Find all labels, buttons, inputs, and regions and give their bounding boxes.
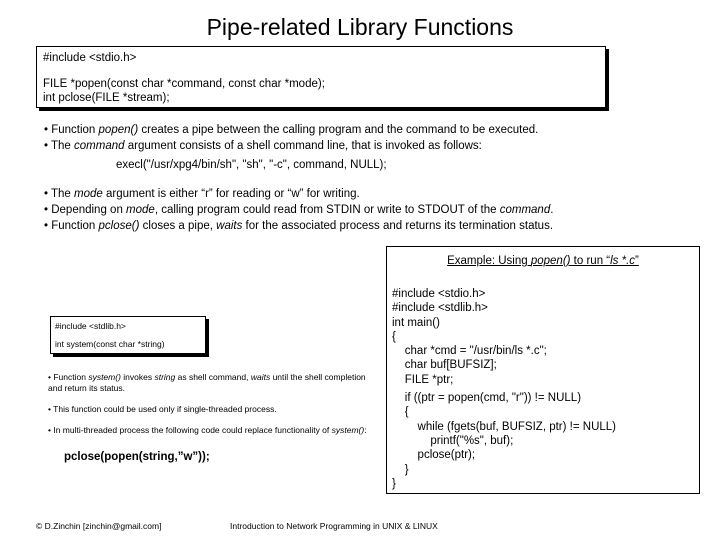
prototype-include: #include <stdio.h> [43,52,137,64]
bullet-list-popen [44,122,704,154]
code-line: pclose(ptr); [392,449,476,462]
code-line: #include <stdlib.h> [392,302,488,315]
system-include: #include <stdlib.h> [55,321,126,331]
code-line: } [392,477,396,490]
bullet-item: • Function popen() creates a pipe between the calling program and the command to be executed. [44,124,539,136]
pclose-popen-code: pclose(popen(string,”w”)); [64,451,210,463]
code-line: printf("%s", buf); [392,434,514,447]
example-code [392,287,616,491]
system-prototype: int system(const char *string) [55,339,165,349]
exec-code-line: execl("/usr/xpg4/bin/sh", "sh", "-c", command, NULL); [116,159,387,171]
code-line: char buf[BUFSIZ]; [392,359,497,372]
example-box [386,246,700,494]
code-line: #include <stdio.h> [392,288,486,300]
bullet-item: • In multi-threaded process the following code could replace functionality of system(): [48,425,367,435]
footer-course-title: Introduction to Network Programming in UNIX & LINUX [230,521,438,531]
example-title: Example: Using popen() to run “ls *.c” [447,255,639,267]
code-line: } [392,463,409,476]
code-line: char *cmd = "/usr/bin/ls *.c"; [392,345,547,358]
bullet-item: • This function could be used only if single-threaded process. [48,404,277,414]
bullet-list-system [48,372,370,446]
bullet-item: • The mode argument is either “r” for reading or “w” for writing. [44,188,360,200]
bullet-list-mode [44,186,714,234]
code-line: FILE *ptr; [392,373,454,386]
code-line: if ((ptr = popen(cmd, "r")) != NULL) [392,392,582,405]
code-line: { [392,406,409,419]
footer-author: © D.Zinchin [zinchin@gmail.com] [36,521,162,531]
page-title: Pipe-related Library Functions [206,14,514,40]
system-prototype-box [50,316,206,354]
bullet-item: • Function system() invokes string as shell command, waits until the shell completion and return its status. [48,372,366,393]
bullet-item: • Function pclose() closes a pipe, waits for the associated process and returns its termination status. [44,220,554,232]
prototype-popen: FILE *popen(const char *command, const char *mode); [43,78,325,90]
code-line: { [392,330,396,343]
bullet-item: • The command argument consists of a shell command line, that is invoked as follows: [44,140,482,152]
bullet-item: • Depending on mode, calling program could read from STDIN or write to STDOUT of the command. [44,204,554,216]
prototype-pclose: int pclose(FILE *stream); [43,92,170,104]
code-line: while (fgets(buf, BUFSIZ, ptr) != NULL) [392,420,616,433]
prototype-box [36,46,606,108]
code-line: int main() [392,316,440,329]
